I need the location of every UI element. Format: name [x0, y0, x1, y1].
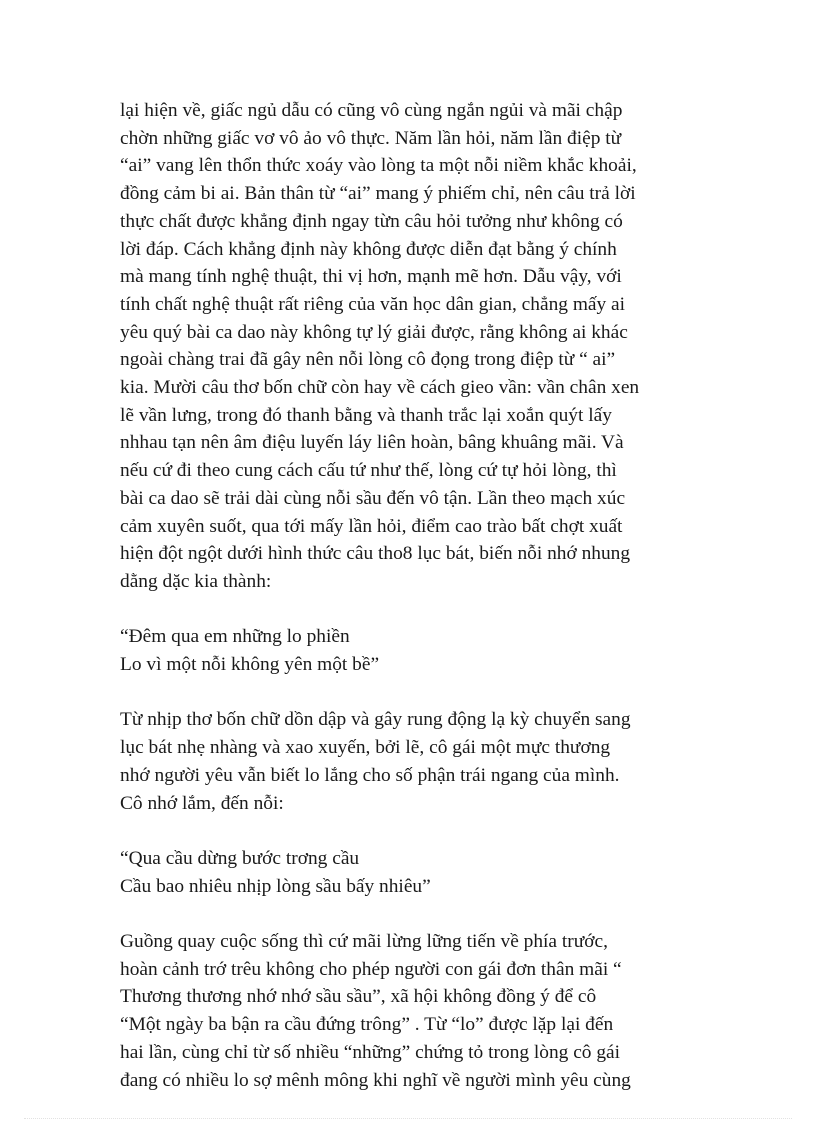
poem-line: “Đêm qua em những lo phiền [120, 626, 350, 648]
text-line: tính chất nghệ thuật rất riêng của văn học dân gian, chẳng mấy ai [120, 293, 626, 315]
text-line: cảm xuyên suốt, qua tới mấy lần hỏi, điểm cao trào bất chợt xuất [120, 515, 623, 537]
text-line: Thương thương nhớ nhớ sầu sầu”, xã hội không đồng ý để cô [120, 986, 597, 1008]
text-line: hai lần, cùng chỉ từ số nhiều “những” chứng tỏ trong lòng cô gái [120, 1041, 621, 1063]
poem-line: Cầu bao nhiêu nhịp lòng sầu bấy nhiêu” [120, 875, 431, 897]
text-line: lục bát nhẹ nhàng và xao xuyến, bởi lẽ, cô gái một mực thương [120, 737, 611, 759]
text-line: lời đáp. Cách khẳng định này không được diễn đạt bằng ý chính [120, 238, 617, 260]
text-line: hoàn cảnh trớ trêu không cho phép người con gái đơn thân mãi “ [120, 958, 622, 980]
text-line: bài ca dao sẽ trải dài cùng nỗi sầu đến vô tận. Lần theo mạch xúc [120, 487, 626, 509]
text-line: lại hiện về, giấc ngủ dẫu có cũng vô cùng ngắn ngủi và mãi chập [120, 100, 623, 121]
text-line: đồng cảm bi ai. Bản thân từ “ai” mang ý phiếm chỉ, nên câu trả lời [120, 183, 636, 205]
paragraph-spacer [120, 900, 700, 928]
text-line: ngoài chàng trai đã gây nên nỗi lòng cô đọng trong điệp từ “ ai” [120, 349, 616, 371]
text-line: nhớ người yêu vẫn biết lo lắng cho số phận trái ngang của mình. [120, 764, 620, 786]
text-line: Từ nhịp thơ bốn chữ dồn dập và gây rung động lạ kỳ chuyển sang [120, 709, 631, 731]
text-line: Guồng quay cuộc sống thì cứ mãi lừng lững tiến về phía trước, [120, 931, 608, 953]
paragraph-spacer [120, 817, 700, 845]
text-line: Cô nhớ lắm, đến nỗi: [120, 792, 284, 814]
text-line: “Một ngày ba bận ra cầu đứng trông” . Từ “lo” được lặp lại đến [120, 1014, 614, 1036]
poem-quote-1 [120, 623, 700, 678]
paragraph-3 [120, 928, 700, 1094]
document-page [120, 97, 700, 1094]
paragraph-1 [120, 97, 700, 596]
page-bottom-divider [24, 1118, 792, 1119]
text-line: mà mang tính nghệ thuật, thi vị hơn, mạnh mẽ hơn. Dẫu vậy, với [120, 266, 622, 288]
text-line: lẽ vần lưng, trong đó thanh bằng và thanh trắc lại xoắn quýt lấy [120, 404, 612, 426]
text-line: “ai” vang lên thổn thức xoáy vào lòng ta một nỗi niềm khắc khoải, [120, 155, 637, 177]
paragraph-2 [120, 706, 700, 817]
text-line: kia. Mười câu thơ bốn chữ còn hay về cách gieo vần: vần chân xen [120, 377, 640, 399]
poem-line: “Qua cầu dừng bước trơng cầu [120, 847, 360, 869]
text-line: dằng dặc kia thành: [120, 570, 272, 592]
paragraph-spacer [120, 596, 700, 624]
text-line: nhhau tạn nên âm điệu luyến láy liên hoàn, bâng khuâng mãi. Và [120, 432, 624, 454]
text-line: thực chất được khẳng định ngay từn câu hỏi tưởng như không có [120, 210, 623, 232]
text-line: chờn những giấc vơ vô ảo vô thực. Năm lần hỏi, năm lần điệp từ [120, 127, 622, 149]
text-line: yêu quý bài ca dao này không tự lý giải được, rằng không ai khác [120, 321, 628, 343]
text-line: đang có nhiều lo sợ mênh mông khi nghĩ về người mình yêu cùng [120, 1069, 631, 1091]
text-line: nếu cứ đi theo cung cách cấu tứ như thế, lòng cứ tự hỏi lòng, thì [120, 460, 617, 482]
poem-quote-2 [120, 845, 700, 900]
paragraph-spacer [120, 679, 700, 707]
text-line: hiện đột ngột dưới hình thức câu tho8 lục bát, biến nỗi nhớ nhung [120, 543, 631, 565]
poem-line: Lo vì một nỗi không yên một bề” [120, 654, 380, 676]
